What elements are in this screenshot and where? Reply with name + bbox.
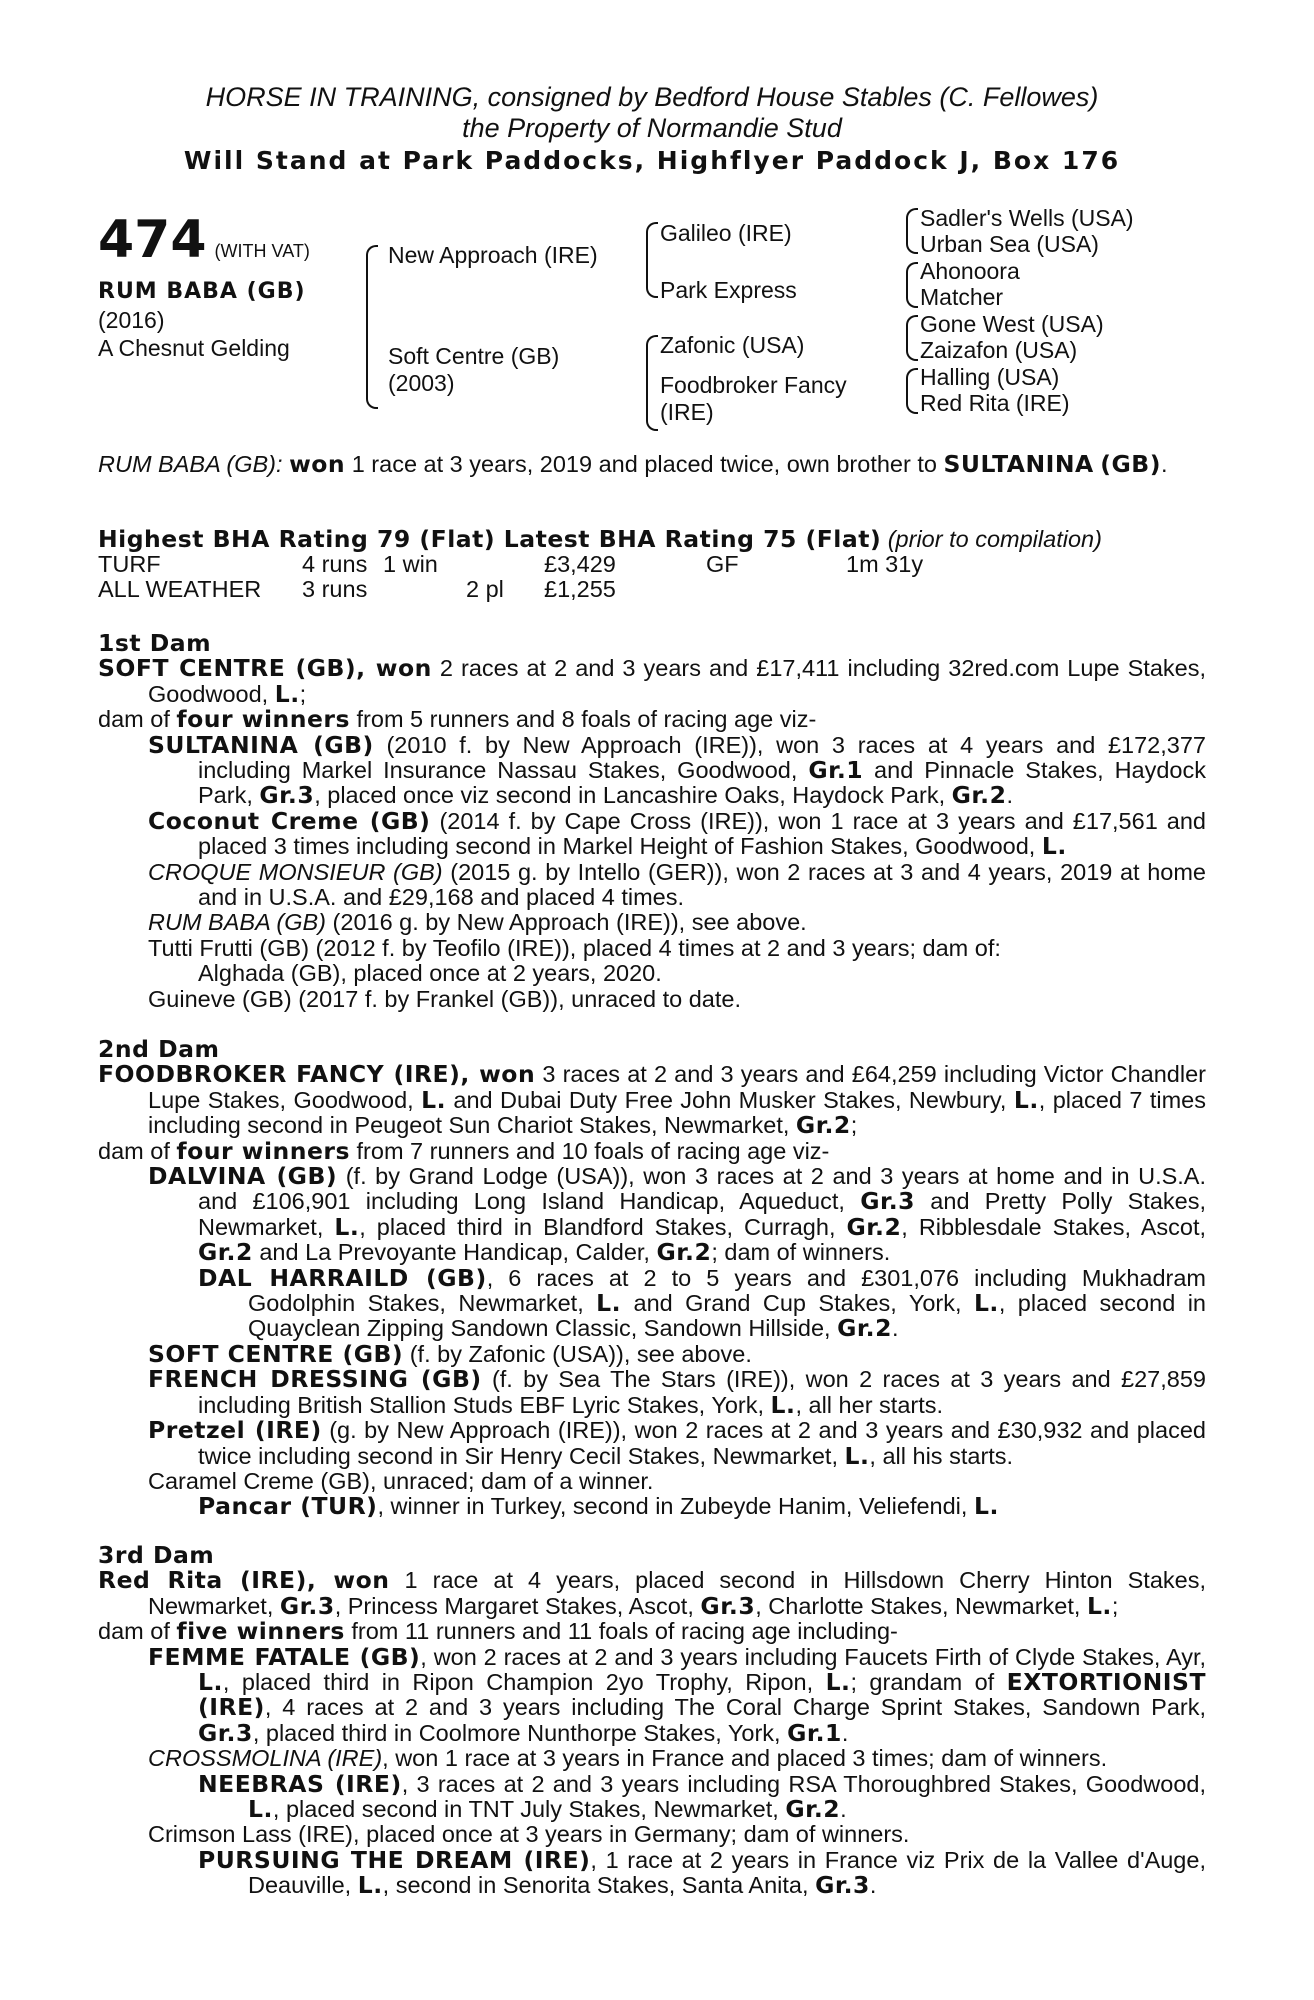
third-dam-section xyxy=(98,1543,1206,1899)
summary-paragraph: RUM BABA (GB): won 1 race at 3 years, 2019 and placed twice, own brother to SULTANINA (GB). xyxy=(98,450,1168,478)
second-dam-record: FOODBROKER FANCY (IRE), won 3 races at 2 and 3 years and £64,259 including Victor Chandler Lupe Stakes, Goodwood, L. and Dubai Duty Free John Musker Stakes, Newbury, L., placed 7 times including second in Peugeot Sun Chariot Stakes, Newmarket, Gr.2; xyxy=(98,1060,1206,1140)
produce-sultanina: SULTANINA (GB) (2010 f. by New Approach (IRE)), won 3 races at 4 years and £172,377 including Markel Insurance Nassau Stakes, Goodwood, Gr.1 and Pinnacle Stakes, Haydock Park, Gr.3, placed once viz second in Lancashire Oaks, Haydock Park, Gr.2. xyxy=(148,730,1206,810)
turf-record: TURF 4 runs 1 win £3,429 GF 1m 31y xyxy=(98,551,924,578)
produce-crossmolina: CROSSMOLINA (IRE), won 1 race at 3 years in France and placed 3 times; dam of winners. xyxy=(148,1745,1108,1772)
produce-soft-centre: SOFT CENTRE (GB) (f. by Zafonic (USA)), see above. xyxy=(148,1339,752,1368)
pedigree-block xyxy=(98,200,1206,440)
ratings-block xyxy=(98,527,1206,602)
pedigree-brace-ss xyxy=(906,208,918,254)
produce-neebras: NEEBRAS (IRE), 3 races at 2 and 3 years including RSA Thoroughbred Stakes, Goodwood, L., placed second in TNT July Stakes, Newmarket, Gr.2. xyxy=(198,1769,1206,1824)
sd-sire: Ahonoora xyxy=(920,258,1020,284)
third-dam-record: Red Rita (IRE), won 1 race at 4 years, placed second in Hillsdown Cherry Hinton Stakes, Newmarket, Gr.3, Princess Margaret Stakes, Ascot, Gr.3, Charlotte Stakes, Newmarket, L.; xyxy=(98,1566,1206,1620)
produce-croque-monsieur: CROQUE MONSIEUR (GB) (2015 g. by Intello (GER)), won 2 races at 3 and 4 years, 2019 at home and in U.S.A. and £29,168 and placed 4 times. xyxy=(148,858,1206,911)
ds-dam: Zaizafon (USA) xyxy=(920,337,1078,363)
consignor-line: HORSE IN TRAINING, consigned by Bedford House Stables (C. Fellowes) xyxy=(205,82,1099,112)
pedigree-brace-dd xyxy=(906,368,918,414)
first-dam-produce-summary: dam of four winners from 5 runners and 8 foals of racing age viz- xyxy=(98,705,817,734)
produce-pretzel: Pretzel (IRE) (g. by New Approach (IRE)), won 2 races at 2 and 3 years and £30,932 and placed twice including second in Sir Henry Cecil Stakes, Newmarket, L., all his starts. xyxy=(148,1416,1206,1470)
second-dam-section xyxy=(98,1037,1206,1520)
pedigree-brace-dam xyxy=(646,335,658,431)
pedigree-brace-sd xyxy=(906,262,918,308)
horse-name: RUM BABA (GB) xyxy=(98,279,306,304)
second-dam-heading: 2nd Dam xyxy=(98,1035,220,1063)
dam-line2: (2003) xyxy=(388,370,455,396)
lot-header xyxy=(98,82,1206,178)
third-dam-heading: 3rd Dam xyxy=(98,1541,215,1569)
produce-rum-baba: RUM BABA (GB) (2016 g. by New Approach (IRE)), see above. xyxy=(148,909,807,936)
produce-french-dressing: FRENCH DRESSING (GB) (f. by Sea The Stars (IRE)), won 2 races at 3 years and £27,859 including British Stallion Studs EBF Lyric Stakes, York, L., all her starts. xyxy=(148,1365,1206,1419)
horse-summary xyxy=(98,452,1206,477)
produce-caramel-creme: Caramel Creme (GB), unraced; dam of a winner. xyxy=(148,1467,654,1494)
dd-dam: Red Rita (IRE) xyxy=(920,390,1070,416)
produce-femme-fatale: FEMME FATALE (GB), won 2 races at 2 and 3 years including Faucets Firth of Clyde Stakes, Ayr, L., placed third in Ripon Champion 2yo Trophy, Ripon, L.; grandam of EXTORTIONIST (IRE), 4 races at 2 and 3 years including The Coral Charge Sprint Stakes, Sandown Park, Gr.3, placed third in Coolmore Nunthorpe Stakes, York, Gr.1. xyxy=(148,1642,1207,1747)
lot-number: 474 xyxy=(98,210,207,270)
sire-sire: Galileo (IRE) xyxy=(660,220,792,246)
produce-dal-harraild: DAL HARRAILD (GB), 6 races at 2 to 5 years and £301,076 including Mukhadram Godolphin Stakes, Newmarket, L. and Grand Cup Stakes, York, L., placed second in Quayclean Zipping Sandown Classic, Sandown Hillside, Gr.2. xyxy=(198,1263,1206,1343)
ss-sire: Sadler's Wells (USA) xyxy=(920,205,1134,231)
dd-sire: Halling (USA) xyxy=(920,364,1060,390)
produce-tutti-frutti: Tutti Frutti (GB) (2012 f. by Teofilo (IRE)), placed 4 times at 2 and 3 years; dam of: xyxy=(148,934,1001,961)
stabling-line: Will Stand at Park Paddocks, Highflyer Paddock J, Box 176 xyxy=(183,146,1121,175)
pedigree-brace-sire xyxy=(646,222,658,298)
pedigree-brace-ds xyxy=(906,315,918,361)
sire-dam: Park Express xyxy=(660,277,797,303)
horse-description: A Chesnut Gelding xyxy=(98,335,290,361)
ss-dam: Urban Sea (USA) xyxy=(920,231,1099,257)
dam-sire: Zafonic (USA) xyxy=(660,332,805,358)
produce-pursuing-the-dream: PURSUING THE DREAM (IRE), 1 race at 2 years in France viz Prix de la Vallee d'Auge, Deauville, L., second in Senorita Stakes, Santa Anita, Gr.3. xyxy=(198,1845,1206,1900)
ratings-line: Highest BHA Rating 79 (Flat) Latest BHA Rating 75 (Flat) (prior to compilation) xyxy=(98,525,1102,553)
first-dam-section xyxy=(98,631,1206,1012)
produce-dalvina: DALVINA (GB) (f. by Grand Lodge (USA)), won 3 races at 2 and 3 years at home and in U.S.A. and £106,901 including Long Island Handicap, Aqueduct, Gr.3 and Pretty Polly Stakes, Newmarket, L., placed third in Blandford Stakes, Curragh, Gr.2, Ribblesdale Stakes, Ascot, Gr.2 and La Prevoyante Handicap, Calder, Gr.2; dam of winners. xyxy=(148,1162,1207,1267)
second-dam-produce-summary: dam of four winners from 7 runners and 10 foals of racing age viz- xyxy=(98,1136,830,1165)
produce-pancar: Pancar (TUR), winner in Turkey, second in Zubeyde Hanim, Veliefendi, L. xyxy=(198,1492,999,1521)
third-dam-produce-summary: dam of five winners from 11 runners and 11 foals of racing age including- xyxy=(98,1617,898,1646)
ds-sire: Gone West (USA) xyxy=(920,311,1104,337)
dam-dam-line2: (IRE) xyxy=(660,399,714,425)
produce-crimson-lass: Crimson Lass (IRE), placed once at 3 years in Germany; dam of winners. xyxy=(148,1821,910,1848)
produce-guineve: Guineve (GB) (2017 f. by Frankel (GB)), unraced to date. xyxy=(148,985,741,1012)
all-weather-record: ALL WEATHER 3 runs 2 pl £1,255 xyxy=(98,576,616,603)
dam-dam-line1: Foodbroker Fancy xyxy=(660,372,847,398)
lot-number-block xyxy=(98,210,310,270)
horse-year: (2016) xyxy=(98,307,165,333)
sd-dam: Matcher xyxy=(920,284,1004,310)
first-dam-heading: 1st Dam xyxy=(98,629,212,657)
first-dam-record: SOFT CENTRE (GB), won 2 races at 2 and 3 years and £17,411 including 32red.com Lupe Stakes, Goodwood, L.; xyxy=(98,654,1206,708)
vat-note: (WITH VAT) xyxy=(214,241,310,261)
dam-line1: Soft Centre (GB) xyxy=(388,343,560,369)
pedigree-brace-gen1 xyxy=(366,245,378,409)
horse-identity xyxy=(98,278,306,362)
property-line: the Property of Normandie Stud xyxy=(462,113,842,143)
produce-alghada: Alghada (GB), placed once at 2 years, 2020. xyxy=(198,960,662,987)
produce-coconut-creme: Coconut Creme (GB) (2014 f. by Cape Cross (IRE)), won 1 race at 3 years and £17,561 and placed 3 times including second in Markel Height of Fashion Stakes, Goodwood, L. xyxy=(148,806,1206,861)
sire: New Approach (IRE) xyxy=(388,242,598,268)
